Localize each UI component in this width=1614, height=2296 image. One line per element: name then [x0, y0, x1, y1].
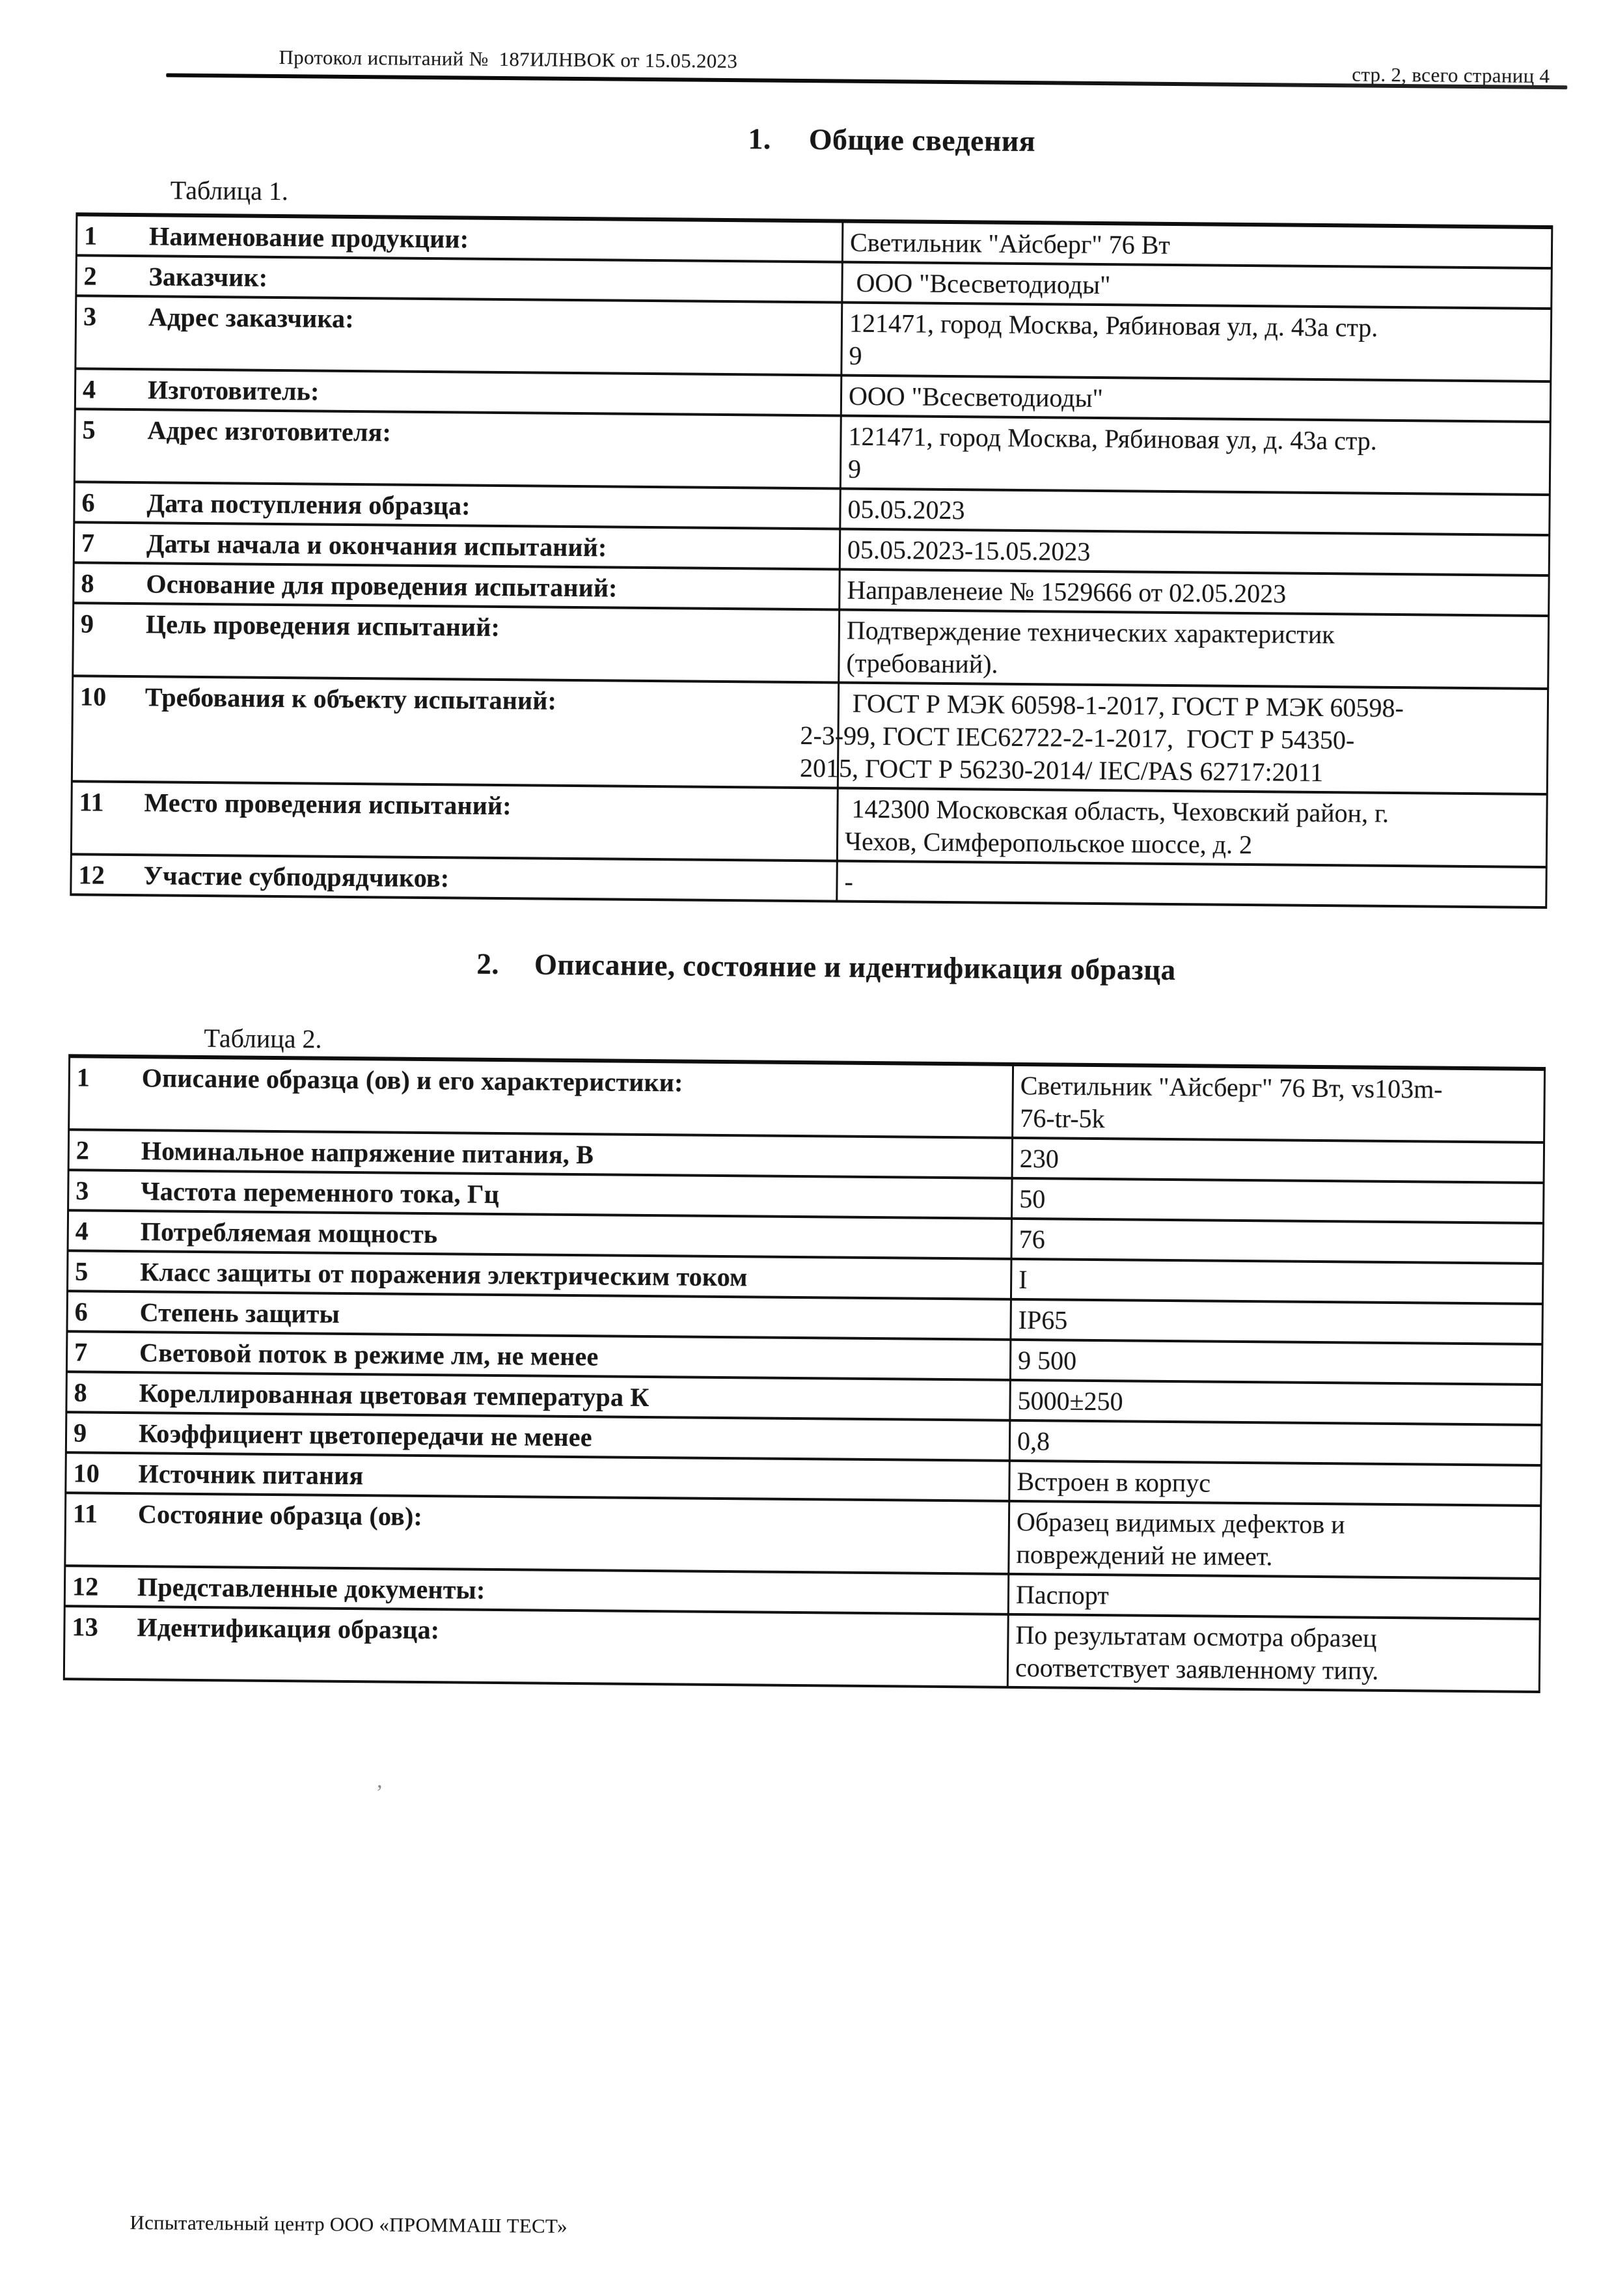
row-label: Степень защиты [139, 1297, 340, 1329]
row-value: Светильник "Айсберг" 76 Вт, vs103m- 76-tr-5k [1020, 1070, 1443, 1134]
row-label: Адрес заказчика: [148, 302, 354, 334]
row-number: 3 [75, 1176, 89, 1206]
row-label-cell [69, 1056, 1013, 1138]
row-label: Потребляемая мощность [140, 1217, 438, 1249]
sample-description-table [63, 1054, 1546, 1693]
row-value: 5000±250 [1017, 1385, 1123, 1417]
row-label: Изготовитель: [147, 375, 320, 406]
section-2-heading [476, 947, 1176, 987]
row-number: 1 [83, 221, 98, 251]
row-number: 12 [72, 1571, 99, 1601]
row-label: Кореллированная цветовая температура К [139, 1378, 650, 1413]
row-label-cell [74, 562, 840, 609]
section-1-number: 1. [748, 122, 772, 156]
row-value: 121471, город Москва, Рябиновая ул, д. 43а стр. 9 [847, 421, 1377, 484]
row-label: Состояние образца (ов): [137, 1499, 423, 1532]
row-number: 6 [74, 1297, 89, 1327]
row-number: 12 [78, 860, 105, 890]
row-label: Номинальное напряжение питания, В [141, 1136, 594, 1170]
row-label-cell [71, 781, 838, 861]
row-value-cell [1013, 1064, 1545, 1142]
row-label: Заказчик: [148, 262, 268, 292]
section-1-title: Общие сведения [808, 122, 1036, 158]
row-label-cell [64, 1606, 1008, 1687]
row-label-cell [76, 255, 842, 302]
row-value: 121471, город Москва, Рябиновая ул, д. 43а стр. 9 [849, 308, 1378, 370]
row-value-cell [839, 610, 1549, 689]
row-label: Цель проведения испытаний: [145, 609, 500, 642]
row-value-cell [1009, 1461, 1542, 1506]
row-value-cell [841, 376, 1550, 422]
section-2-number: 2. [476, 947, 500, 980]
row-value-cell [1011, 1219, 1544, 1264]
row-value-cell [840, 529, 1549, 576]
row-label: Наименование продукции: [148, 221, 469, 254]
page-header-left: Протокол испытаний № 187ИЛНВОК от 15.05.2023 [279, 45, 738, 73]
row-value-cell [1010, 1340, 1542, 1385]
page-header-right: стр. 2, всего страниц 4 [1352, 62, 1550, 88]
row-value: I [1019, 1264, 1028, 1295]
table-2-caption: Таблица 2. [204, 1023, 322, 1054]
row-label-cell [75, 368, 841, 415]
row-label: Источник питания [138, 1459, 364, 1491]
row-number: 7 [81, 528, 95, 558]
row-label: Место проведения испытаний: [144, 788, 512, 821]
row-label: Адрес изготовителя: [147, 415, 392, 447]
row-value: 0,8 [1017, 1426, 1050, 1456]
table-row [74, 409, 1550, 495]
page-footer: Испытательный центр ООО «ПРОММАШ ТЕСТ» [130, 2211, 568, 2237]
table-row [65, 1493, 1541, 1579]
row-value-cell [1008, 1574, 1540, 1619]
row-value: Светильник "Айсберг" 76 Вт [849, 227, 1171, 260]
row-value-cell [837, 788, 1547, 868]
table-row [69, 1056, 1545, 1142]
row-label-cell [73, 603, 840, 682]
row-number: 9 [80, 609, 94, 639]
row-value: 230 [1019, 1143, 1060, 1174]
row-value-cell [841, 303, 1552, 382]
row-label-cell [76, 214, 843, 262]
row-label: Световой поток в режиме лм, не менее [139, 1338, 599, 1372]
row-value-cell [840, 570, 1549, 616]
row-value: По результатам осмотра образец соответствует заявленному типу. [1015, 1620, 1379, 1685]
row-value: ООО "Всесветодиоды" [849, 268, 1111, 300]
row-number: 11 [79, 787, 104, 817]
row-value-cell [1012, 1138, 1544, 1183]
row-number: 11 [72, 1499, 98, 1528]
row-number: 9 [73, 1418, 87, 1448]
row-value-cell [837, 861, 1546, 908]
section-1-heading [748, 121, 1035, 158]
row-label: Дата поступления образца: [146, 488, 471, 521]
row-label: Коэффициент цветопередачи не менее [138, 1418, 592, 1452]
row-value: Направленеие № 1529666 от 02.05.2023 [847, 575, 1287, 609]
general-info-table [70, 212, 1553, 909]
row-label: Основание для проведения испытаний: [146, 569, 618, 603]
row-label-cell [72, 676, 838, 788]
row-value: IP65 [1018, 1305, 1068, 1335]
row-number: 2 [75, 1135, 90, 1165]
row-label-cell [74, 482, 840, 529]
row-number: 8 [81, 568, 94, 598]
row-value: Образец видимых дефектов и повреждений не имеет. [1016, 1506, 1345, 1571]
table-row [71, 781, 1547, 867]
row-label-cell [75, 296, 842, 375]
row-value: Паспорт [1015, 1579, 1109, 1611]
row-number: 13 [72, 1612, 99, 1642]
table-1-caption: Таблица 1. [170, 175, 289, 206]
row-value: 9 500 [1017, 1345, 1077, 1376]
table-row [64, 1606, 1540, 1692]
section-2-title: Описание, состояние и идентификация образца [534, 948, 1176, 987]
row-value-cell [1009, 1501, 1541, 1579]
row-label-cell [65, 1493, 1009, 1574]
row-value: Встроен в корпус [1017, 1466, 1211, 1498]
row-value-cell [1012, 1178, 1544, 1223]
row-value-cell [842, 262, 1552, 309]
row-value: 142300 Московская область, Чеховский район, г. Чехов, Симферопольское шоссе, д. 2 [844, 794, 1389, 860]
row-value-cell [799, 683, 1548, 795]
row-value-cell [842, 221, 1552, 269]
row-label: Даты начала и окончания испытаний: [146, 529, 607, 562]
row-value: ООО "Всесветодиоды" [848, 381, 1104, 413]
row-label: Представленные документы: [137, 1572, 486, 1605]
row-label: Участие субподрядчиков: [143, 861, 450, 893]
row-value: Подтверждение технических характеристик (требований). [846, 615, 1335, 679]
row-number: 6 [81, 488, 95, 518]
row-value-cell [1007, 1614, 1540, 1692]
row-value: 05.05.2023 [847, 494, 965, 525]
row-value: - [844, 866, 854, 896]
table-row [75, 296, 1552, 381]
row-label: Описание образца (ов) и его характеристики: [141, 1063, 683, 1098]
row-number: 10 [79, 682, 107, 712]
row-number: 1 [76, 1062, 90, 1092]
row-number: 10 [73, 1458, 100, 1488]
row-value: 76 [1019, 1224, 1045, 1254]
scan-artifact-mark: ’ [376, 1780, 383, 1805]
row-number: 2 [83, 261, 98, 291]
row-number: 7 [74, 1337, 88, 1367]
row-label: Частота переменного тока, Гц [141, 1176, 500, 1210]
row-value-cell [1009, 1420, 1542, 1465]
row-number: 4 [82, 374, 96, 404]
row-value-cell [1010, 1380, 1542, 1425]
row-value-cell [840, 416, 1550, 495]
row-value: ГОСТ Р МЭК 60598-1-2017, ГОСТ Р МЭК 60598- 2-3-99, ГОСТ IEC62722-2-1-2017, ГОСТ Р 54350- 2015, ГОСТ Р 56230-2014/ IEC/PAS 62717:2011 [799, 688, 1404, 788]
row-value-cell [1011, 1299, 1543, 1344]
row-value: 50 [1019, 1183, 1046, 1214]
row-number: 3 [83, 301, 97, 331]
row-number: 4 [75, 1216, 89, 1246]
row-label-cell [74, 522, 840, 569]
row-value: 05.05.2023-15.05.2023 [847, 534, 1091, 566]
row-label: Требования к объекту испытаний: [144, 682, 557, 715]
row-value-cell [840, 489, 1550, 536]
row-label-cell [74, 409, 841, 488]
table-row [72, 676, 1548, 794]
row-number: 8 [74, 1377, 88, 1407]
row-label: Идентификация образца: [137, 1612, 440, 1645]
row-label-cell [71, 854, 837, 901]
row-number: 5 [82, 415, 96, 445]
row-label: Класс защиты от поражения электрическим током [140, 1257, 748, 1292]
table-row [73, 603, 1549, 689]
row-number: 5 [75, 1256, 89, 1286]
row-value-cell [1011, 1259, 1543, 1304]
